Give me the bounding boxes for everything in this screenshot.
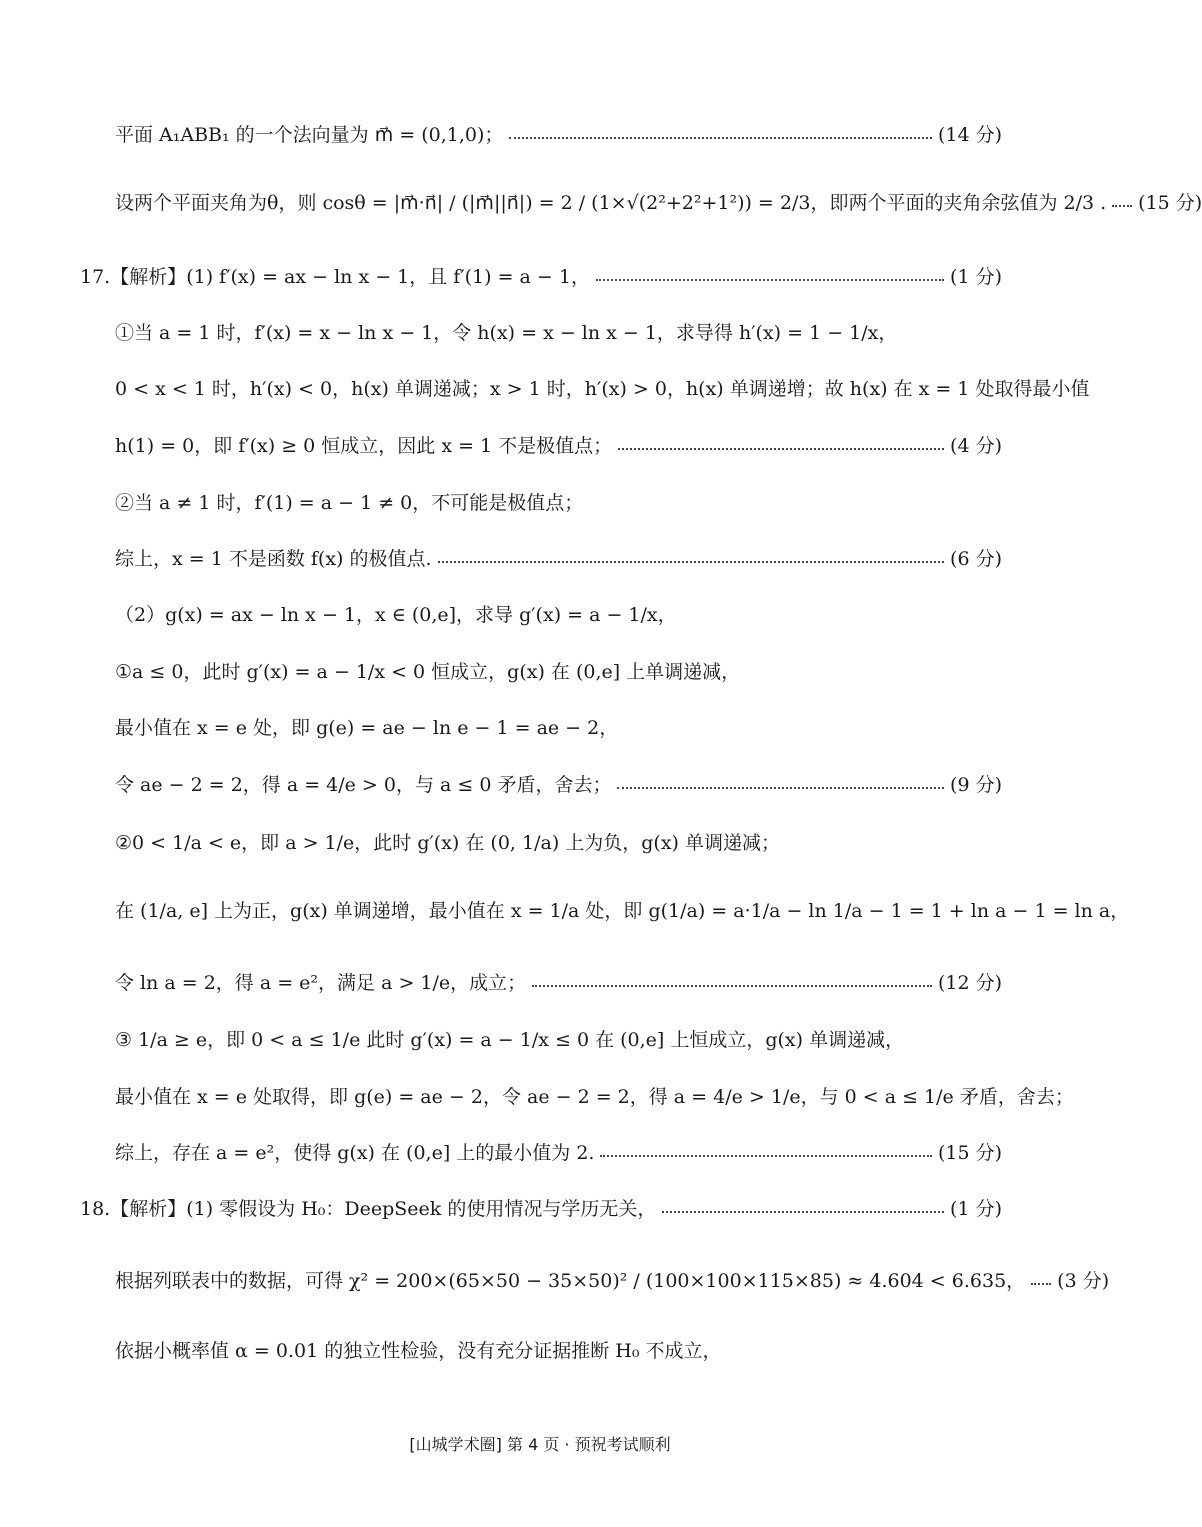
score-label: (1 分) bbox=[950, 266, 1002, 288]
solution-line: 0 < x < 1 时，h′(x) < 0，h(x) 单调递减；x > 1 时，h′(x) > 0，h(x) 单调递增；故 h(x) 在 x = 1 处取得最小值 bbox=[115, 378, 1090, 400]
score-label: (15 分) bbox=[1138, 192, 1202, 214]
solution-line: ①当 a = 1 时，f′(x) = x − ln x − 1，令 h(x) = x − ln x − 1，求导得 h′(x) = 1 − 1/x， bbox=[115, 322, 898, 344]
solution-line: 设两个平面夹角为θ，则 cosθ = |m⃗·n⃗| / (|m⃗||n⃗|) = 2 / (1×√(2²+2²+1²)) = 2/3，即两个平面的夹角余弦值为 2/3 . (15 分) bbox=[115, 188, 1002, 215]
solution-line: 在 (1/a, e] 上为正，g(x) 单调递增，最小值在 x = 1/a 处，即 g(1/a) = a·1/a − ln 1/a − 1 = 1 + ln a − 1 = ln a， bbox=[115, 900, 1130, 922]
problem-17-header: 17.【解析】(1) f′(x) = ax − ln x − 1，且 f′(1) = a − 1， (1 分) bbox=[80, 262, 1002, 289]
solution-line: （2）g(x) = ax − ln x − 1，x ∈ (0,e]，求导 g′(x) = a − 1/x， bbox=[115, 604, 677, 626]
solution-line: ②0 < 1/a < e，即 a > 1/e，此时 g′(x) 在 (0, 1/a) 上为负，g(x) 单调递减； bbox=[115, 832, 781, 854]
solution-line: 令 ae − 2 = 2，得 a = 4/e > 0，与 a ≤ 0 矛盾，舍去； (9 分) bbox=[115, 770, 1002, 797]
score-label: (6 分) bbox=[950, 548, 1002, 570]
solution-line: 综上，x = 1 不是函数 f(x) 的极值点. (6 分) bbox=[115, 544, 1002, 571]
score-label: (14 分) bbox=[937, 124, 1002, 146]
solution-line: ③ 1/a ≥ e，即 0 < a ≤ 1/e 此时 g′(x) = a − 1/x ≤ 0 在 (0,e] 上恒成立，g(x) 单调递减， bbox=[115, 1029, 905, 1051]
score-label: (15 分) bbox=[937, 1142, 1002, 1164]
score-label: (1 分) bbox=[950, 1198, 1002, 1220]
solution-line: 综上，存在 a = e²，使得 g(x) 在 (0,e] 上的最小值为 2. (15 分) bbox=[115, 1138, 1002, 1165]
solution-line: 平面 A₁ABB₁ 的一个法向量为 m⃗ = (0,1,0)； (14 分) bbox=[115, 120, 1002, 147]
problem-18-header: 18.【解析】(1) 零假设为 H₀：DeepSeek 的使用情况与学历无关， (1 分) bbox=[80, 1194, 1002, 1221]
solution-line: h(1) = 0，即 f′(x) ≥ 0 恒成立，因此 x = 1 不是极值点； (4 分) bbox=[115, 431, 1002, 458]
solution-line: 令 ln a = 2，得 a = e²，满足 a > 1/e，成立； (12 分) bbox=[115, 968, 1002, 995]
score-label: (3 分) bbox=[1057, 1270, 1110, 1292]
solution-line: 依据小概率值 α = 0.01 的独立性检验，没有充分证据推断 H₀ 不成立， bbox=[115, 1340, 722, 1362]
solution-line: 最小值在 x = e 处取得，即 g(e) = ae − 2，令 ae − 2 = 2，得 a = 4/e > 1/e，与 0 < a ≤ 1/e 矛盾，舍去； bbox=[115, 1086, 1074, 1108]
page-footer: [山城学术圈] 第 4 页 · 预祝考试顺利 bbox=[409, 1435, 671, 1454]
solution-line: ①a ≤ 0，此时 g′(x) = a − 1/x < 0 恒成立，g(x) 在 (0,e] 上单调递减， bbox=[115, 661, 741, 683]
solution-line: 根据列联表中的数据，可得 χ² = 200×(65×50 − 35×50)² / (100×100×115×85) ≈ 4.604 < 6.635， (3 分) bbox=[115, 1266, 1002, 1293]
solution-line: 最小值在 x = e 处，即 g(e) = ae − ln e − 1 = ae − 2， bbox=[115, 717, 619, 739]
score-label: (12 分) bbox=[937, 972, 1002, 994]
score-label: (9 分) bbox=[950, 774, 1002, 796]
solution-line: ②当 a ≠ 1 时，f′(1) = a − 1 ≠ 0，不可能是极值点； bbox=[115, 492, 584, 514]
score-label: (4 分) bbox=[950, 435, 1002, 457]
